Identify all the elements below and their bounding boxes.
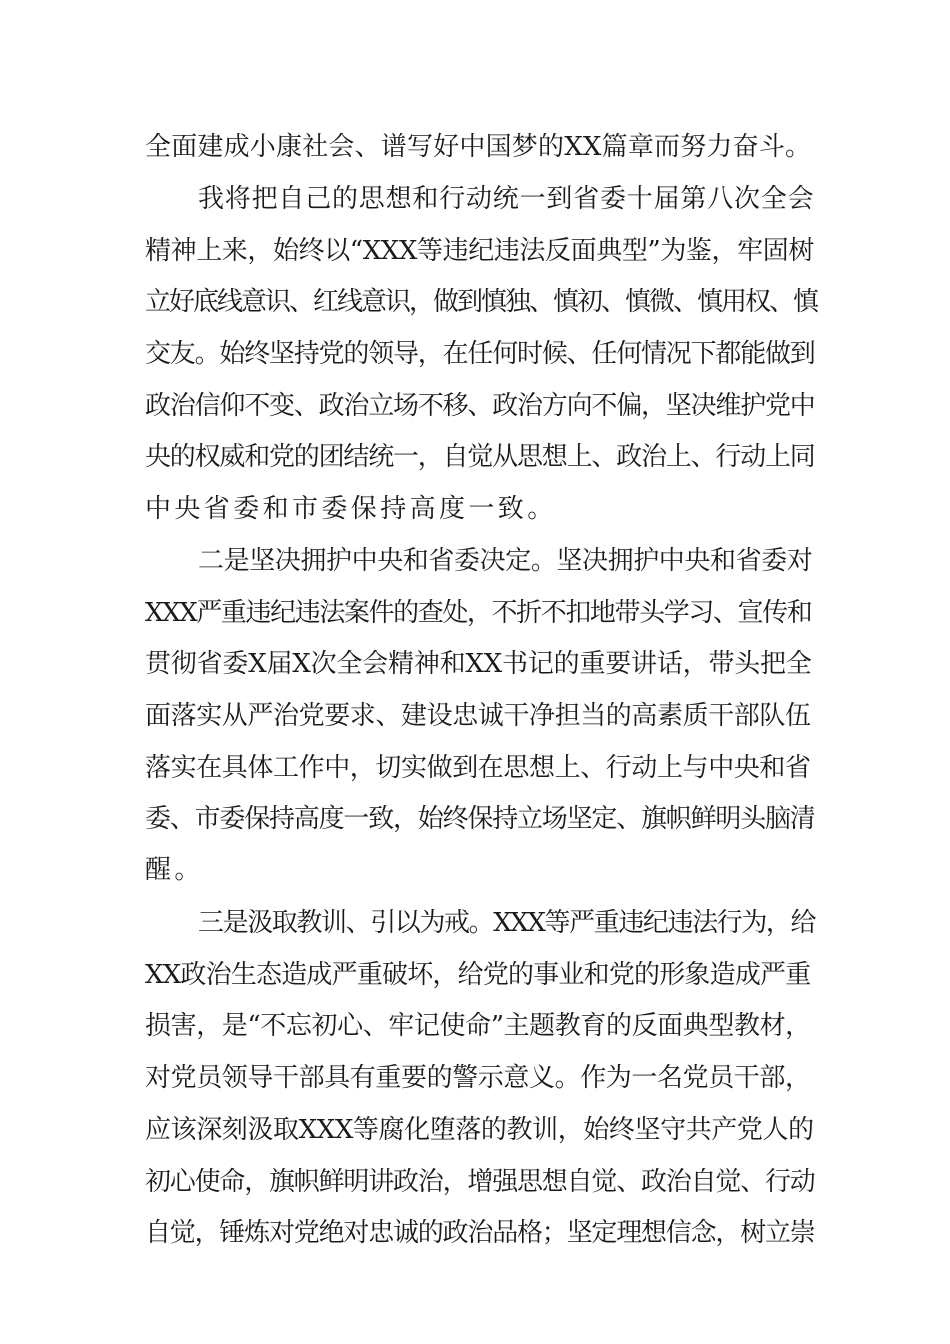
text-line: 央的权威和党的团结统一，自觉从思想上、政治上、行动上同 xyxy=(145,442,815,472)
text-line: 我将把自己的思想和行动统一到省委十届第八次全会 xyxy=(198,184,815,214)
text-line: 醒。 xyxy=(145,855,204,885)
text-line: XXX严重违纪违法案件的查处，不折不扣地带头学习、宣传和 xyxy=(145,598,812,628)
text-line: 二是坚决拥护中央和省委决定。坚决拥护中央和省委对 xyxy=(198,546,813,576)
text-line: 委、市委保持高度一致，始终保持立场坚定、旗帜鲜明头脑清 xyxy=(145,804,815,834)
text-line: 精神上来，始终以“XXX等违纪违法反面典型”为鉴，牢固树 xyxy=(145,236,814,266)
text-line: 三是汲取教训、引以为戒。XXX等严重违纪违法行为，给 xyxy=(198,908,816,938)
text-line: 自觉，锤炼对党绝对忠诚的政治品格；坚定理想信念，树立崇 xyxy=(145,1218,815,1248)
text-line: 损害，是“不忘初心、牢记使命”主题教育的反面典型教材， xyxy=(145,1011,811,1041)
text-line: 初心使命，旗帜鲜明讲政治，增强思想自觉、政治自觉、行动 xyxy=(145,1167,815,1197)
text-line: 政治信仰不变、政治立场不移、政治方向不偏，坚决维护党中 xyxy=(145,391,815,421)
text-line: XX政治生态造成严重破坏，给党的事业和党的形象造成严重 xyxy=(145,960,811,990)
text-line: 应该深刻汲取XXX等腐化堕落的教训，始终坚守共产党人的 xyxy=(145,1115,814,1145)
text-line: 落实在具体工作中，切实做到在思想上、行动上与中央和省 xyxy=(145,753,811,783)
text-line: 立好底线意识、红线意识，做到慎独、慎初、慎微、慎用权、慎 xyxy=(145,287,818,317)
text-line: 对党员领导干部具有重要的警示意义。作为一名党员干部， xyxy=(145,1063,811,1093)
text-line: 面落实从严治党要求、建设忠诚干净担当的高素质干部队伍 xyxy=(145,701,811,731)
text-line: 贯彻省委X届X次全会精神和XX书记的重要讲话，带头把全 xyxy=(145,649,812,679)
text-line: 全面建成小康社会、谱写好中国梦的XX篇章而努力奋斗。 xyxy=(145,132,812,162)
text-line: 中央省委和市委保持高度一致。 xyxy=(145,494,557,524)
text-line: 交友。始终坚持党的领导，在任何时候、任何情况下都能做到 xyxy=(145,339,815,369)
